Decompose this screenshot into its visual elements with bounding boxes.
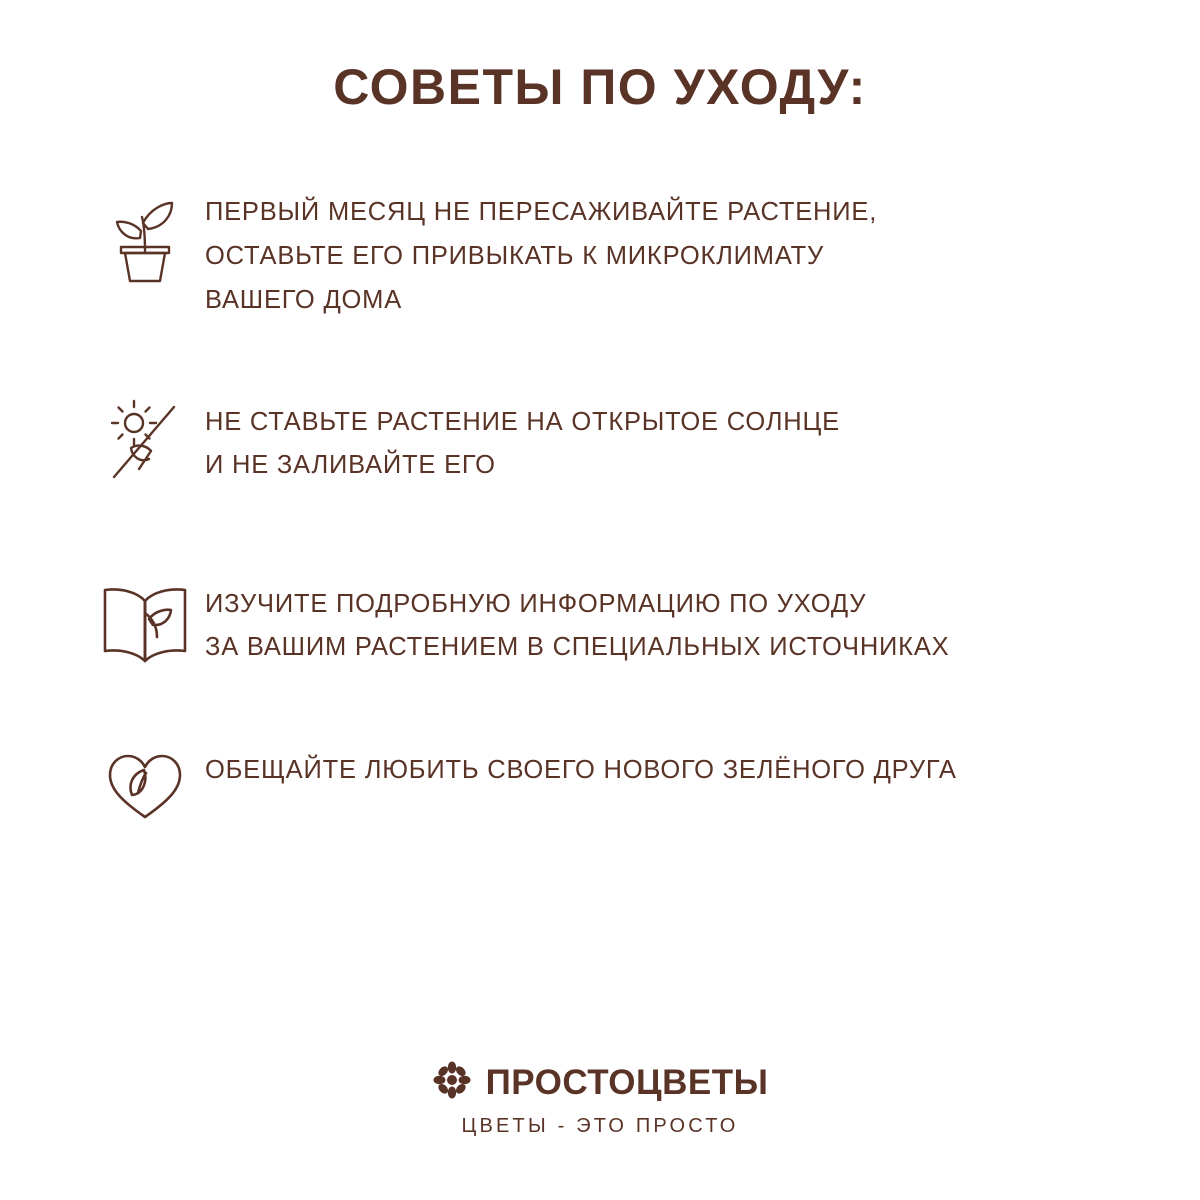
heart-leaf-icon <box>85 743 205 853</box>
tip-line: И НЕ ЗАЛИВАЙТЕ ЕГО <box>205 451 496 480</box>
tip-line: ЗА ВАШИМ РАСТЕНИЕМ В СПЕЦИАЛЬНЫХ ИСТОЧНИКАХ <box>205 633 950 662</box>
tip-line: ОСТАВЬТЕ ЕГО ПРИВЫКАТЬ К МИКРОКЛИМАТУ <box>205 241 825 270</box>
brand-name: ПРОСТОЦВЕТЫ <box>485 1062 769 1102</box>
tip-text <box>205 743 1145 793</box>
tip-text <box>205 185 1145 323</box>
page-title: СОВЕТЫ ПО УХОДУ: <box>333 59 867 115</box>
tip-line: ИЗУЧИТЕ ПОДРОБНУЮ ИНФОРМАЦИЮ ПО УХОДУ <box>205 589 867 618</box>
list-item <box>85 577 1145 687</box>
tip-line: ОБЕЩАЙТЕ ЛЮБИТЬ СВОЕГО НОВОГО ЗЕЛЁНОГО ДРУГА <box>205 755 957 784</box>
brand-lockup <box>0 1060 1200 1105</box>
flower-logo-icon <box>432 1060 472 1105</box>
footer <box>0 1060 1200 1138</box>
list-item <box>85 185 1145 323</box>
no-direct-sun-icon <box>85 395 205 505</box>
tip-text <box>205 395 1145 489</box>
tip-text <box>205 577 1145 671</box>
open-book-icon <box>85 577 205 687</box>
list-item <box>85 743 1145 853</box>
tip-line: ВАШЕГО ДОМА <box>205 285 402 314</box>
potted-plant-icon <box>85 185 205 295</box>
tips-list <box>85 185 1145 853</box>
tip-line: ПЕРВЫЙ МЕСЯЦ НЕ ПЕРЕСАЖИВАЙТЕ РАСТЕНИЕ, <box>205 198 878 226</box>
list-item <box>85 395 1145 505</box>
tip-line: НЕ СТАВЬТЕ РАСТЕНИЕ НА ОТКРЫТОЕ СОЛНЦЕ <box>205 407 840 436</box>
brand-tagline: ЦВЕТЫ - ЭТО ПРОСТО <box>461 1115 739 1137</box>
